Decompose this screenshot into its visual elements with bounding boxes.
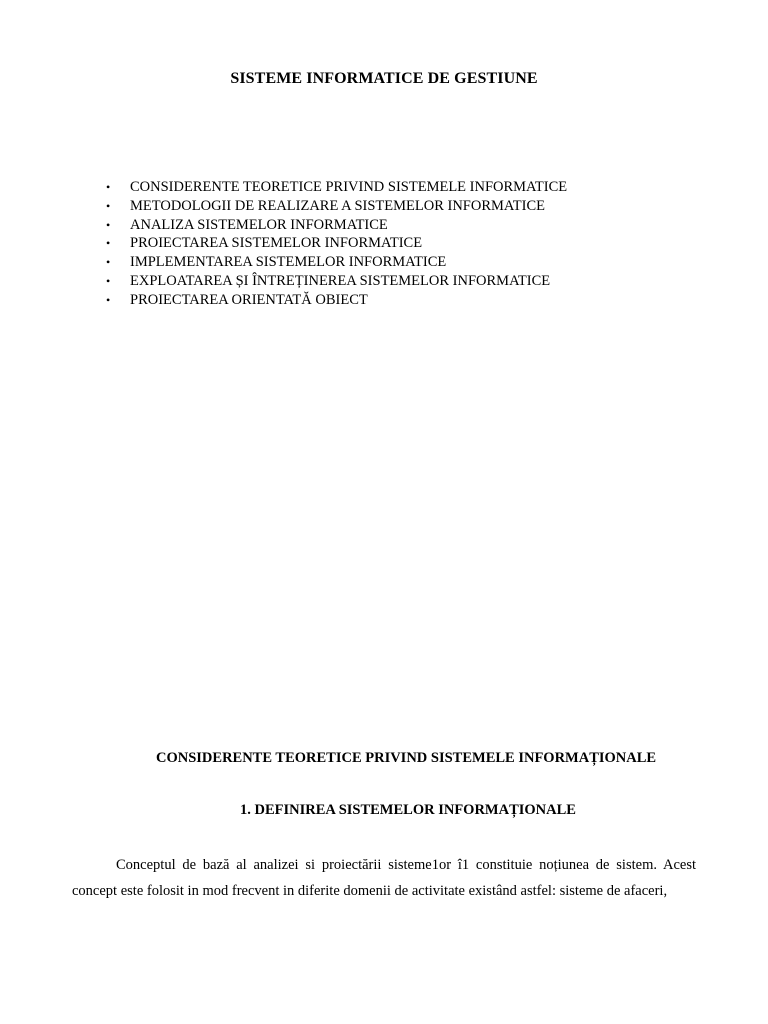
toc-item-label: CONSIDERENTE TEORETICE PRIVIND SISTEMELE INFORMATICE	[130, 179, 568, 195]
toc-item-label: PROIECTAREA SISTEMELOR INFORMATICE	[130, 235, 423, 252]
bullet-icon: •	[106, 292, 111, 307]
toc-item-label: EXPLOATAREA ȘI ÎNTREȚINEREA SISTEMELOR INFORMATICE	[130, 272, 551, 289]
toc-item	[106, 197, 567, 216]
document-title: SISTEME INFORMATICE DE GESTIUNE	[230, 70, 538, 87]
toc-item-label: IMPLEMENTAREA SISTEMELOR INFORMATICE	[130, 254, 447, 271]
bullet-icon: •	[106, 180, 111, 194]
body-paragraph: Conceptul de bază al analizei si proiectării sisteme1or î1 constituie noțiunea de sistem. Acest concept este folosit in mod frecvent in diferite domenii de activitate existând astfel: sisteme de afaceri,	[72, 857, 696, 899]
toc-item	[106, 178, 568, 197]
toc-item-label: ANALIZA SISTEMELOR INFORMATICE	[130, 216, 388, 233]
toc-item	[106, 253, 567, 272]
bullet-icon: •	[106, 273, 111, 288]
bullet-icon: •	[106, 255, 111, 270]
bullet-icon: •	[106, 236, 111, 251]
toc-item-label: METODOLOGII DE REALIZARE A SISTEMELOR INFORMATICE	[130, 197, 545, 214]
toc-item	[106, 291, 567, 310]
toc-item	[106, 234, 567, 253]
toc-list	[106, 178, 568, 310]
toc-item	[106, 272, 567, 291]
subsection-heading: 1. DEFINIREA SISTEMELOR INFORMAȚIONALE	[240, 802, 576, 818]
bullet-icon: •	[106, 217, 111, 232]
bullet-icon: •	[106, 198, 111, 213]
section-heading: CONSIDERENTE TEORETICE PRIVIND SISTEMELE INFORMAȚIONALE	[156, 750, 657, 766]
toc-item-label: PROIECTAREA ORIENTATĂ OBIECT	[130, 291, 368, 308]
toc-item	[106, 216, 567, 235]
